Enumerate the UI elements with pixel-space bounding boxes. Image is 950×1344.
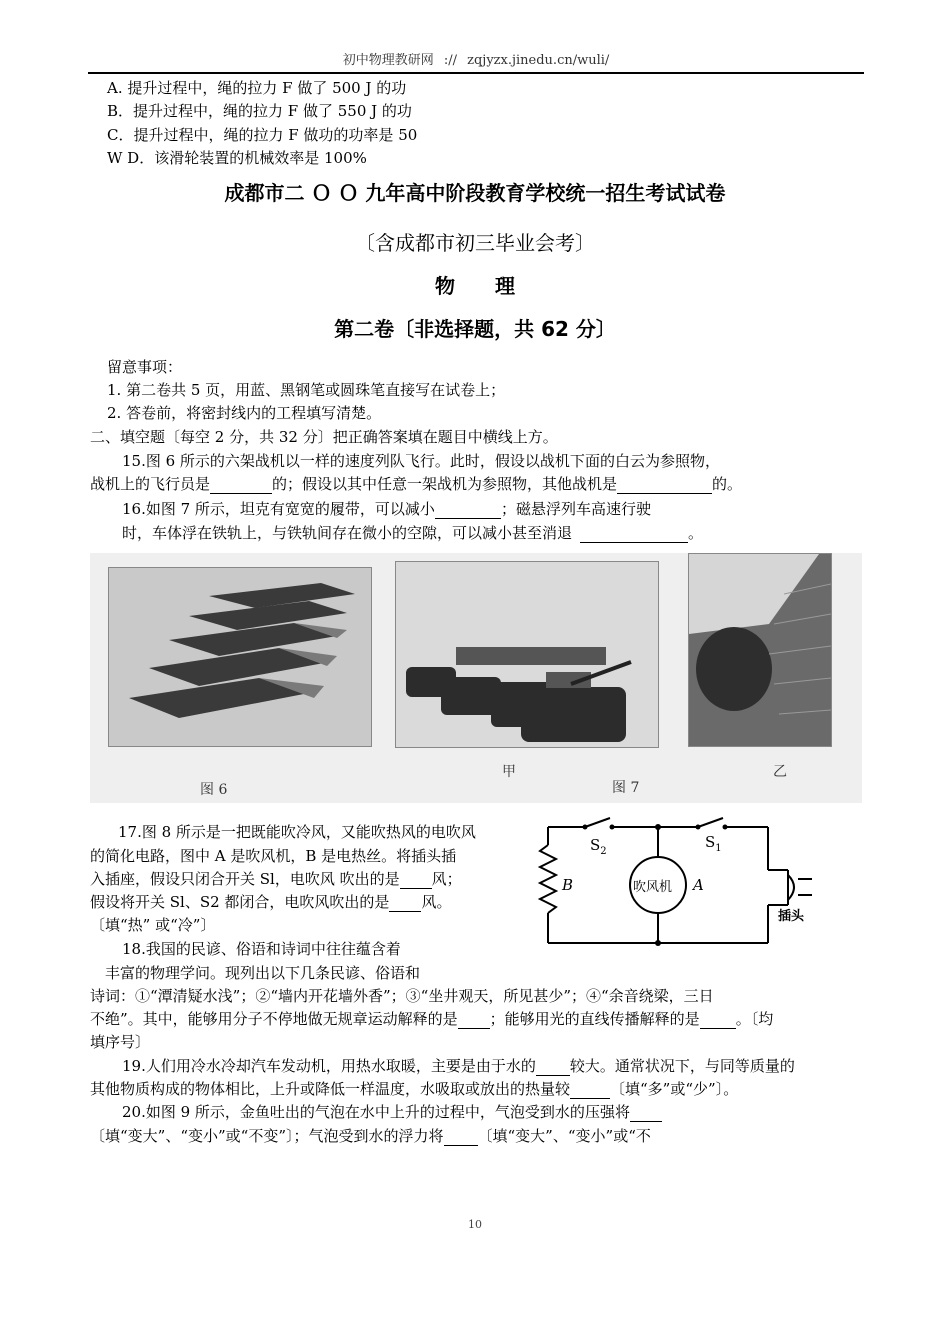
q19-line1 bbox=[122, 1056, 795, 1076]
q17-line1: 17.图 8 所示是一把既能吹冷风，又能吹热风的电吹风 bbox=[118, 823, 476, 841]
option-d: W D．该滑轮装置的机械效率是 100% bbox=[107, 149, 367, 167]
q19-text-d: 〔填“多”或“少”〕。 bbox=[610, 1080, 739, 1098]
header-url-prefix: :// bbox=[443, 53, 457, 68]
exam-title: 成都市二 Ｏ Ｏ 九年高中阶段教育学校统一招生考试试卷 bbox=[224, 181, 726, 205]
q18-text-b: ；能够用光的直线传播解释的是 bbox=[489, 1010, 700, 1028]
q18-blank-2[interactable] bbox=[700, 1012, 736, 1029]
q20-blank-2[interactable] bbox=[444, 1129, 478, 1146]
page-header bbox=[88, 52, 864, 74]
q19-text-b: 较大。通常状况下，与同等质量的 bbox=[569, 1057, 795, 1075]
q18-line3: 诗词：①“潭清疑水浅”；②“墙内开花墙外香”；③“坐井观天，所见甚少”；④“余音绕梁，三日 bbox=[90, 987, 714, 1005]
figure-6-jets-photo bbox=[108, 567, 372, 747]
plug-label: 插头 bbox=[778, 909, 805, 924]
q18-text-a: 不绝”。其中，能够用分子不停地做无规章运动解释的是 bbox=[90, 1010, 458, 1028]
switch-s1-label: $S_1$ bbox=[705, 833, 722, 854]
tanks-illustration bbox=[396, 562, 658, 747]
volume-title: 第二卷〔非选择题，共 62 分〕 bbox=[334, 317, 616, 341]
subject-title: 物 理 bbox=[435, 274, 515, 298]
q17-line2: 的简化电路，图中 A 是吹风机，B 是电热丝。将插头插 bbox=[90, 847, 457, 865]
page-number: 10 bbox=[468, 1218, 482, 1231]
q16-line2 bbox=[122, 523, 703, 543]
q16-blank-1[interactable] bbox=[435, 502, 501, 519]
notes-heading: 留意事项： bbox=[107, 358, 183, 376]
q20-text-a: 20.如图 9 所示，金鱼吐出的气泡在水中上升的过程中，气泡受到水的压强将 bbox=[122, 1103, 630, 1121]
q16-line1 bbox=[122, 499, 651, 519]
q16-text-a: 16.如图 7 所示，坦克有宽宽的履带，可以减小 bbox=[122, 500, 435, 518]
header-site-name: 初中物理教研网 bbox=[342, 53, 434, 68]
q19-text-c: 其他物质构成的物体相比，上升或降低一样温度，水吸取或放出的热量较 bbox=[90, 1080, 571, 1098]
fan-a-label: A bbox=[693, 876, 704, 894]
q17-line4 bbox=[90, 892, 451, 912]
q18-line4 bbox=[90, 1009, 773, 1029]
maglev-illustration bbox=[689, 554, 831, 746]
exam-subtitle: 〔含成都市初三毕业会考〕 bbox=[355, 231, 595, 255]
q18-blank-1[interactable] bbox=[458, 1012, 490, 1029]
q18-line1: 18.我国的民谚、俗语和诗词中往往蕴含着 bbox=[122, 940, 401, 958]
q17-suffix-1: 风； bbox=[431, 870, 462, 888]
figure-strip bbox=[90, 553, 862, 803]
figure-7-jia-label: 甲 bbox=[502, 764, 516, 780]
q18-text-c: 。〔均 bbox=[735, 1010, 774, 1028]
q18-line5: 填序号〕 bbox=[90, 1033, 151, 1051]
figure-7-tanks-photo bbox=[395, 561, 659, 748]
jets-illustration bbox=[109, 568, 371, 746]
q20-blank-1[interactable] bbox=[630, 1105, 662, 1122]
q16-text-b: ；磁悬浮列车高速行驶 bbox=[500, 500, 651, 518]
q16-text-d: 。 bbox=[688, 524, 704, 542]
q15-text-a: 战机上的飞行员是 bbox=[90, 475, 211, 493]
q17-suffix-2: 风。 bbox=[421, 893, 452, 911]
q15-text-c: 的。 bbox=[712, 475, 743, 493]
section-heading: 二、填空题〔每空 2 分，共 32 分〕把正确答案填在题目中横线上方。 bbox=[90, 428, 558, 446]
notes-item-1: 1. 第二卷共 5 页，用蓝、黑钢笔或圆珠笔直接写在试卷上； bbox=[107, 381, 506, 399]
switch-s2-label: $S_2$ bbox=[590, 836, 607, 857]
q19-blank-2[interactable] bbox=[570, 1082, 610, 1099]
q16-blank-2[interactable] bbox=[580, 526, 688, 543]
q19-line2 bbox=[90, 1079, 738, 1099]
q17-text-a: 入插座，假设只闭合开关 Sl，电吹风 吹出的是 bbox=[90, 870, 400, 888]
heater-b-label: B bbox=[562, 876, 574, 894]
q17-text-b: 假设将开关 Sl、S2 都闭合，电吹风吹出的是 bbox=[90, 893, 390, 911]
q20-text-b: 〔填“变大”、“变小”或“不变”〕；气泡受到水的浮力将 bbox=[90, 1127, 444, 1145]
q17-line3 bbox=[90, 869, 462, 889]
option-c: C．提升过程中，绳的拉力 F 做功的功率是 50 bbox=[107, 126, 418, 144]
q20-line1 bbox=[122, 1102, 662, 1122]
q15-blank-1[interactable] bbox=[210, 477, 272, 494]
figure-7-yi-label: 乙 bbox=[773, 764, 787, 780]
figure-7-maglev-photo bbox=[688, 553, 832, 747]
q18-line2: 丰富的物理学问。现列出以下几条民谚、俗语和 bbox=[105, 964, 421, 982]
q15-blank-2[interactable] bbox=[617, 477, 712, 494]
option-a: A. 提升过程中，绳的拉力 F 做了 500 J 的功 bbox=[107, 79, 407, 97]
option-b: B．提升过程中，绳的拉力 F 做了 550 J 的功 bbox=[107, 102, 412, 120]
q17-blank-2[interactable] bbox=[389, 895, 421, 912]
fan-label: 吹风机 bbox=[633, 880, 673, 895]
q15-text-b: 的；假设以其中任意一架战机为参照物，其他战机是 bbox=[272, 475, 618, 493]
q20-line2 bbox=[90, 1126, 651, 1146]
figure-6-caption: 图 6 bbox=[200, 782, 228, 798]
header-url: zqjyzx.jinedu.cn/wuli/ bbox=[467, 53, 610, 68]
q15-line2 bbox=[90, 474, 742, 494]
figure-7-caption: 图 7 bbox=[612, 780, 640, 796]
q19-text-a: 19.人们用冷水冷却汽车发动机，用热水取暖，主要是由于水的 bbox=[122, 1057, 536, 1075]
q15-line1: 15.图 6 所示的六架战机以一样的速度列队飞行。此时，假设以战机下面的白云为参照物， bbox=[122, 452, 720, 470]
circuit-diagram bbox=[530, 815, 820, 950]
q20-text-c: 〔填“变大”、“变小”或“不 bbox=[477, 1127, 651, 1145]
q16-text-c: 时，车体浮在铁轨上，与铁轨间存在微小的空隙，可以减小甚至消退 bbox=[122, 524, 573, 542]
notes-item-2: 2. 答卷前，将密封线内的工程填写清楚。 bbox=[107, 404, 382, 422]
q17-line5: 〔填“热” 或“冷”〕 bbox=[90, 916, 216, 934]
q19-blank-1[interactable] bbox=[536, 1059, 570, 1076]
q17-blank-1[interactable] bbox=[400, 872, 432, 889]
